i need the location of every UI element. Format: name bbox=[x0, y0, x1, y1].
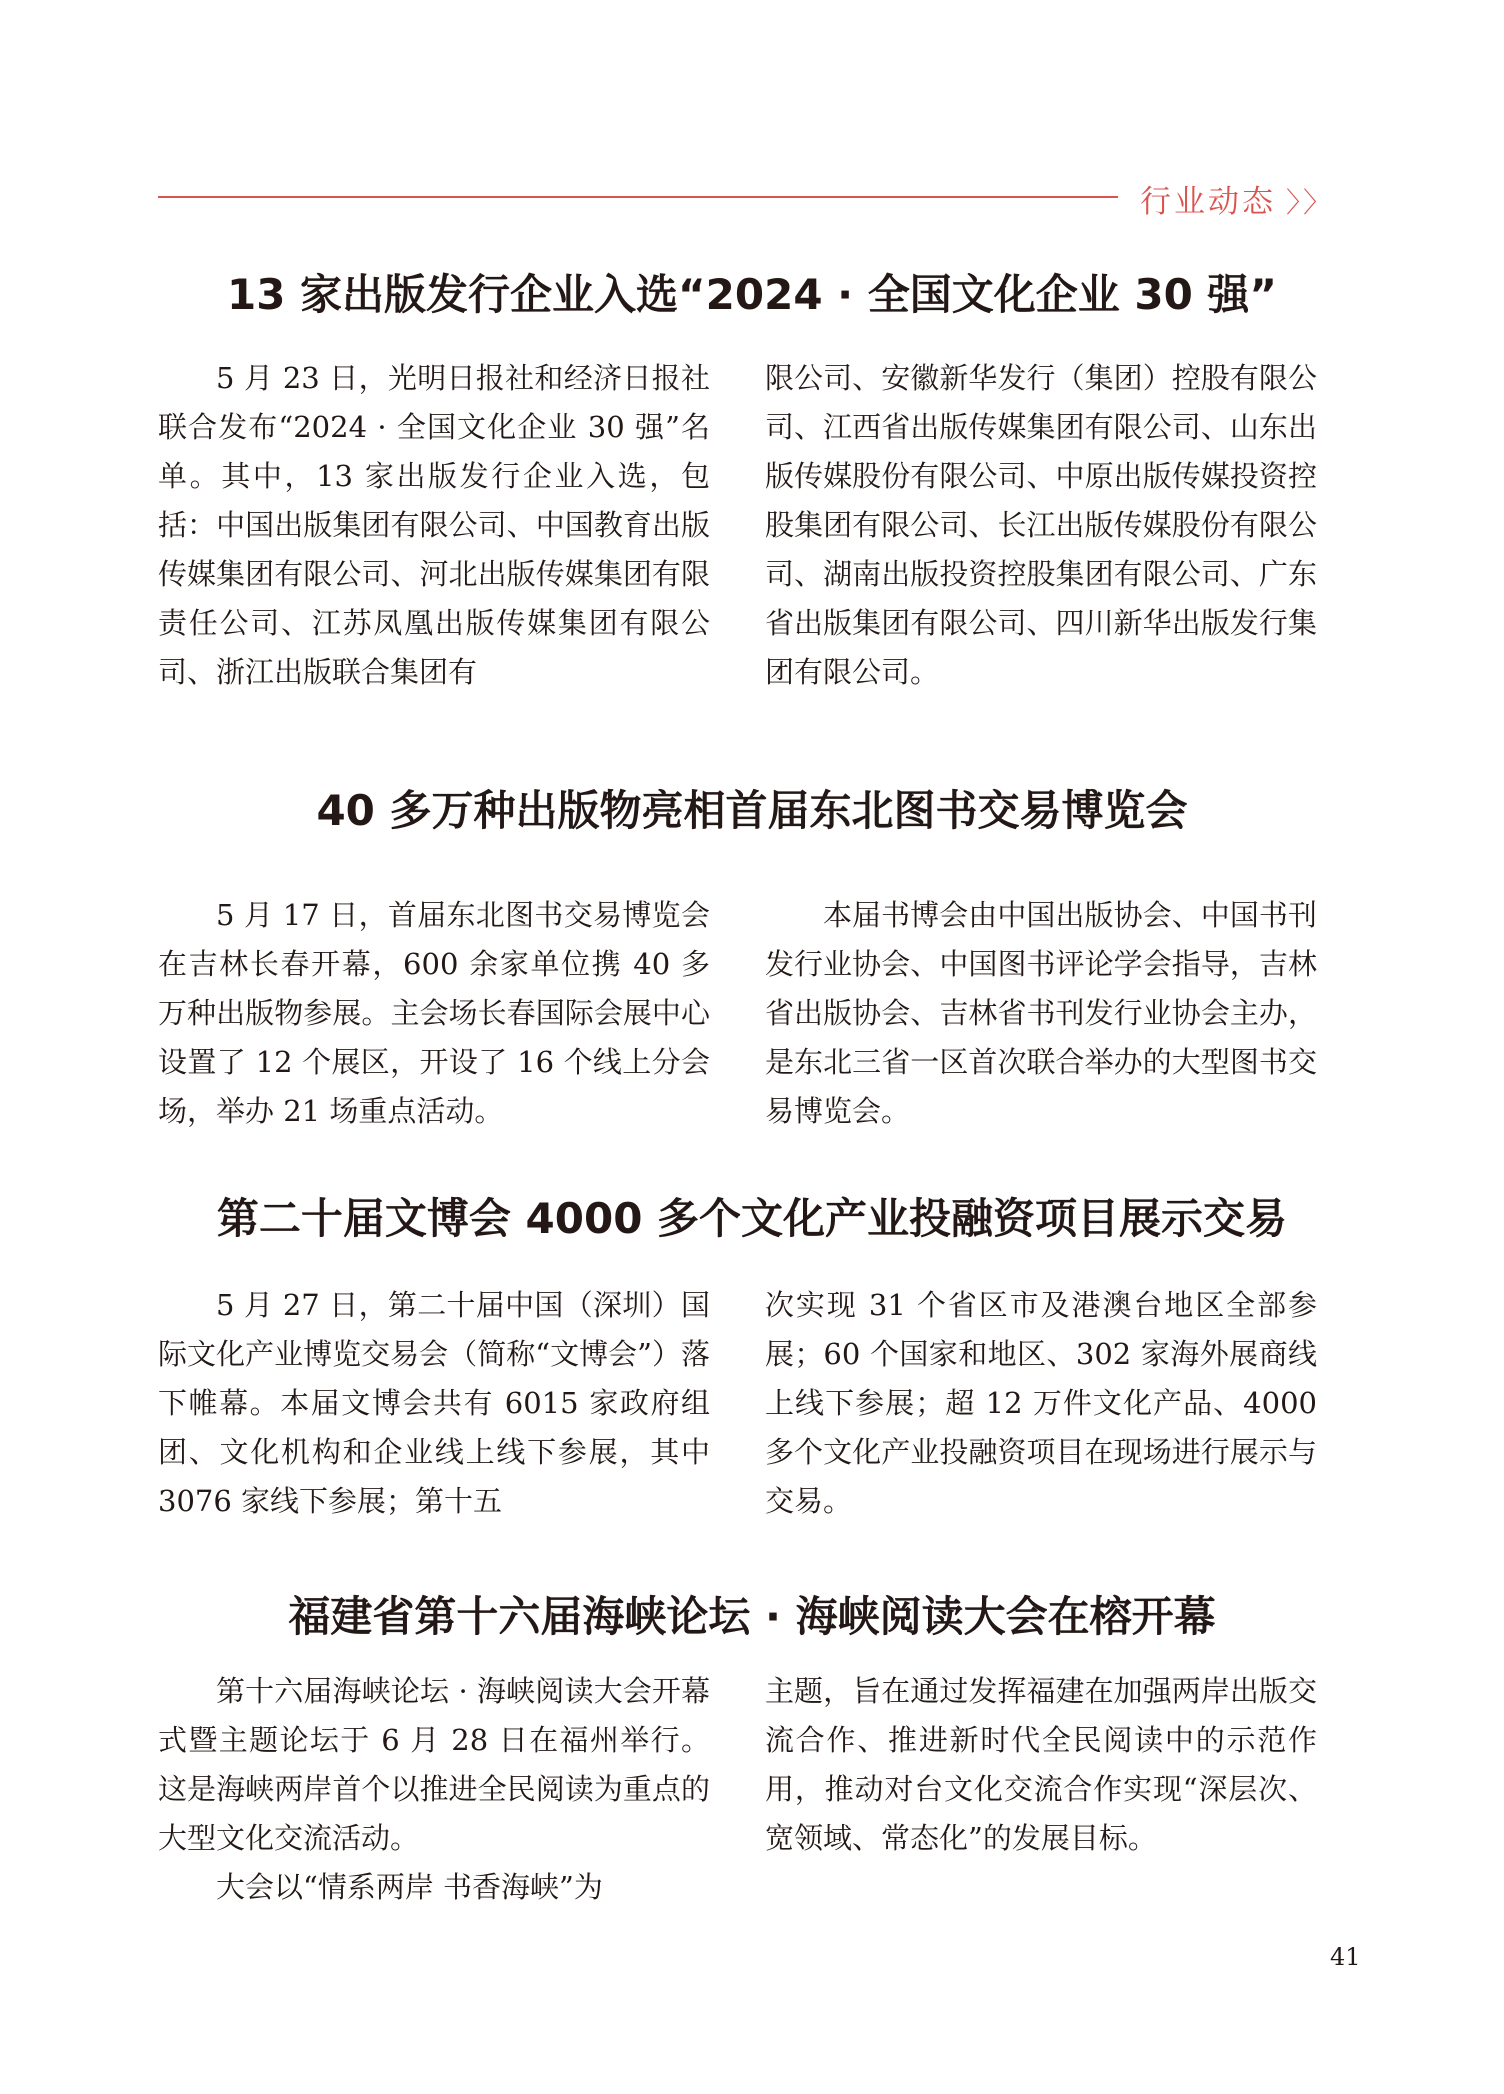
paragraph: 大会以“情系两岸 书香海峡”为 bbox=[216, 1870, 603, 1904]
paragraph: 第十六届海峡论坛 · 海峡阅读大会开幕式暨主题论坛于 6 月 28 日在福州举行。这是海峡两岸首个以推进全民阅读为重点的大型文化交流活动。 bbox=[158, 1674, 710, 1855]
header-rule bbox=[158, 196, 1118, 198]
chevron-right-icon: 〉〉 bbox=[1286, 186, 1335, 219]
article-title: 第二十届文博会 4000 多个文化产业投融资项目展示交易 bbox=[216, 1194, 1288, 1243]
paragraph: 5 月 27 日，第二十届中国（深圳）国际文化产业博览交易会（简称“文博会”）落下帷幕。本届文博会共有 6015 家政府组团、文化机构和企业线上线下参展，其中 3076 家线下参展；第十五 bbox=[158, 1288, 710, 1518]
section-label-text: 行业动态 bbox=[1140, 184, 1276, 220]
section-label bbox=[1140, 176, 1334, 221]
article-title: 福建省第十六届海峡论坛 · 海峡阅读大会在榕开幕 bbox=[288, 1592, 1216, 1641]
paragraph: 次实现 31 个省区市及港澳台地区全部参展；60 个国家和地区、302 家海外展商线上线下参展；超 12 万件文化产品、4000 多个文化产业投融资项目在现场进行展示与交易。 bbox=[765, 1288, 1317, 1518]
article-body-left bbox=[158, 1281, 710, 1526]
article-title: 13 家出版发行企业入选“2024 · 全国文化企业 30 强” bbox=[226, 270, 1278, 319]
paragraph: 主题，旨在通过发挥福建在加强两岸出版交流合作、推进新时代全民阅读中的示范作用，推动对台文化交流合作实现“深层次、宽领域、常态化”的发展目标。 bbox=[765, 1674, 1317, 1855]
article-body-left bbox=[158, 1667, 710, 1912]
article-body-right bbox=[765, 891, 1317, 1136]
article-body-right bbox=[765, 1281, 1317, 1526]
paragraph: 限公司、安徽新华发行（集团）控股有限公司、江西省出版传媒集团有限公司、山东出版传媒股份有限公司、中原出版传媒投资控股集团有限公司、长江出版传媒股份有限公司、湖南出版投资控股集团有限公司、广东省出版集团有限公司、四川新华出版发行集团有限公司。 bbox=[765, 361, 1317, 689]
article-body-right bbox=[765, 354, 1317, 697]
paragraph: 5 月 23 日，光明日报社和经济日报社联合发布“2024 · 全国文化企业 30 强”名单。其中，13 家出版发行企业入选，包括：中国出版集团有限公司、中国教育出版传媒集团有限公司、河北出版传媒集团有限责任公司、江苏凤凰出版传媒集团有限公司、浙江出版联合集团有 bbox=[158, 361, 710, 689]
paragraph: 本届书博会由中国出版协会、中国书刊发行业协会、中国图书评论学会指导，吉林省出版协会、吉林省书刊发行业协会主办，是东北三省一区首次联合举办的大型图书交易博览会。 bbox=[765, 898, 1317, 1128]
page-number: 41 bbox=[1330, 1943, 1361, 1971]
article-body-left bbox=[158, 891, 710, 1136]
article-title: 40 多万种出版物亮相首届东北图书交易博览会 bbox=[316, 786, 1188, 835]
article-body-right bbox=[765, 1667, 1317, 1863]
paragraph: 5 月 17 日，首届东北图书交易博览会在吉林长春开幕，600 余家单位携 40 多万种出版物参展。主会场长春国际会展中心设置了 12 个展区，开设了 16 个线上分会场，举办 21 场重点活动。 bbox=[158, 898, 710, 1128]
article-body-left bbox=[158, 354, 710, 697]
